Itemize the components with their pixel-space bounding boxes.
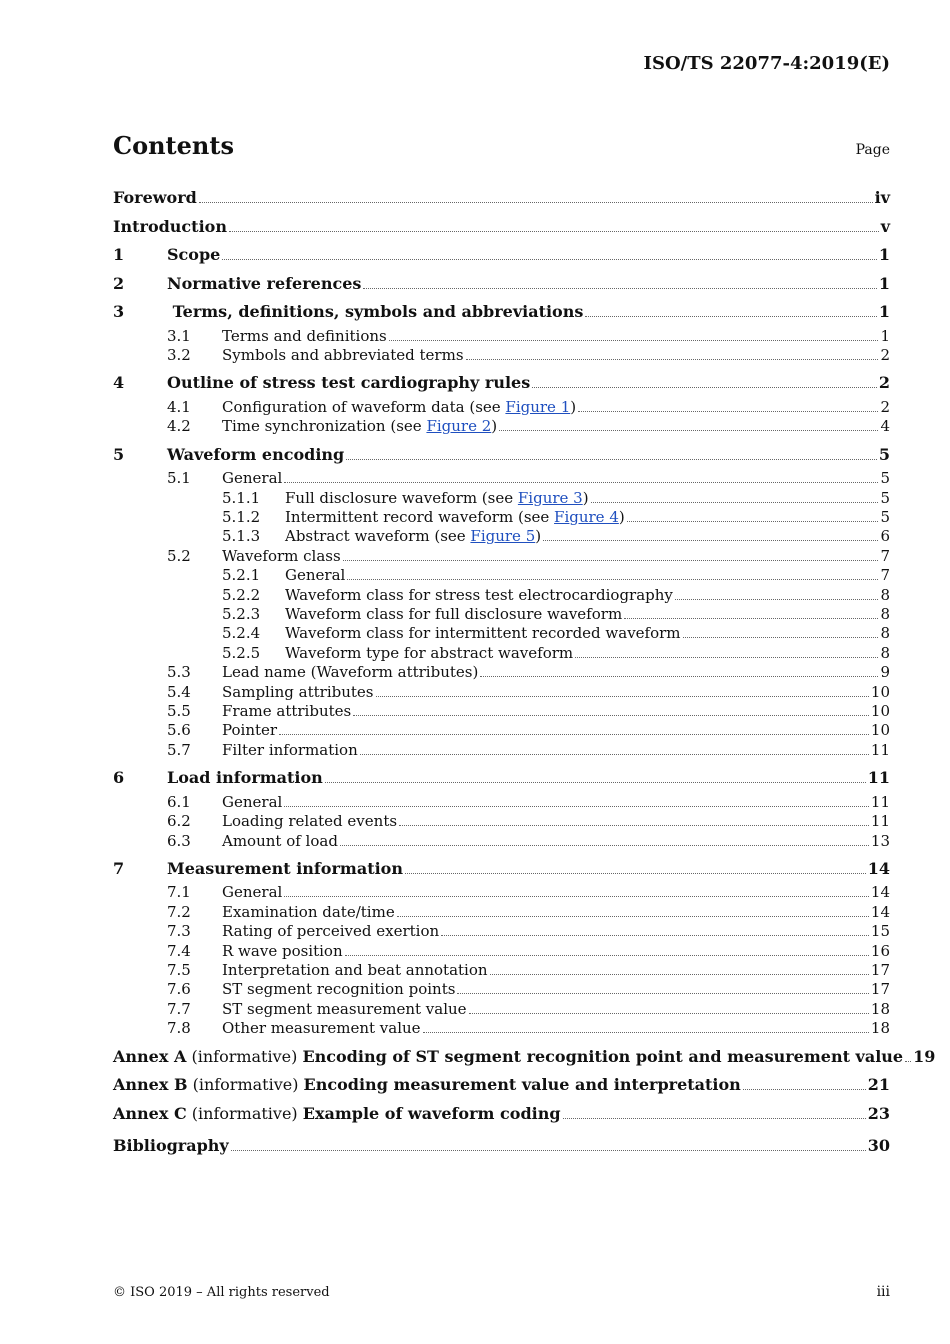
dot-leader	[543, 540, 878, 541]
dot-leader	[284, 896, 869, 897]
toc-page-number: 11	[870, 740, 890, 759]
toc-title	[285, 489, 589, 508]
toc-entry[interactable]	[113, 508, 890, 527]
toc-number: 5.6	[167, 721, 191, 740]
toc-title	[167, 298, 583, 327]
toc-number: 7.3	[167, 922, 191, 941]
toc-entry[interactable]	[113, 1132, 890, 1161]
dot-leader	[578, 411, 878, 412]
toc-number: 7.8	[167, 1019, 191, 1038]
toc-page-number: 9	[880, 663, 890, 682]
toc-title	[222, 741, 358, 760]
toc-entry[interactable]	[113, 398, 890, 417]
toc-title-text: Terms and definitions	[222, 326, 387, 345]
dot-leader	[363, 288, 876, 289]
copyright-notice: © ISO 2019 – All rights reserved	[113, 1285, 330, 1300]
toc-title	[285, 624, 681, 643]
toc-page-number: 7	[880, 566, 890, 585]
toc-entry[interactable]	[113, 855, 890, 884]
toc-title-text: Bibliography	[113, 1136, 229, 1156]
toc-title-text: Abstract waveform (see	[285, 527, 471, 546]
toc-title	[113, 1071, 741, 1100]
toc-title-text: Waveform class for stress test electrocardiography	[285, 585, 673, 604]
toc-page-number: 17	[870, 980, 890, 999]
dot-leader	[683, 637, 879, 638]
toc-entry[interactable]	[113, 298, 890, 327]
toc-annex-entry[interactable]	[113, 1100, 890, 1129]
toc-page-number: 2	[880, 397, 890, 416]
toc-title-text: Full disclosure waveform (see	[285, 488, 518, 507]
annex-title: Encoding measurement value and interpretation	[303, 1075, 741, 1095]
toc-entry[interactable]	[113, 812, 890, 831]
toc-title	[222, 903, 395, 922]
dot-leader	[490, 974, 869, 975]
toc-title	[222, 812, 397, 831]
toc-number: 2	[113, 273, 125, 293]
toc-page-number: 13	[870, 831, 890, 850]
toc-number: 5.2.3	[222, 604, 261, 623]
toc-title-text: ST segment recognition points	[222, 980, 456, 999]
toc-entry[interactable]	[113, 883, 890, 902]
toc-number: 5.7	[167, 740, 191, 759]
dot-leader	[353, 715, 869, 716]
toc-title-suffix: )	[618, 507, 625, 526]
toc-title	[222, 327, 387, 346]
toc-entry[interactable]	[113, 922, 890, 941]
annex-type: (informative)	[186, 1103, 303, 1123]
toc-entry[interactable]	[113, 369, 890, 398]
toc-page-number: 10	[870, 721, 890, 740]
toc-title-text: Normative references	[167, 273, 362, 293]
toc-page-number: 14	[870, 902, 890, 921]
toc-title	[167, 369, 530, 398]
dot-leader	[532, 387, 877, 388]
toc-entry[interactable]	[113, 942, 890, 961]
toc-number: 7.2	[167, 902, 191, 921]
toc-title	[113, 1043, 903, 1072]
toc-page-number: 11	[867, 768, 890, 788]
toc-title-text: Waveform class	[222, 546, 341, 565]
toc-number: 6.1	[167, 792, 191, 811]
toc-entry[interactable]	[113, 624, 890, 643]
toc-page-number: 17	[870, 961, 890, 980]
toc-number: 5.2.5	[222, 643, 261, 662]
toc-page-number: 11	[870, 812, 890, 831]
dot-leader	[743, 1089, 866, 1090]
toc-title-text: Lead name (Waveform attributes)	[222, 663, 479, 682]
toc-title	[222, 961, 488, 980]
toc-page-number: 23	[867, 1103, 890, 1123]
dot-leader	[591, 502, 879, 503]
annex-id: Annex C	[113, 1103, 187, 1123]
toc-entry[interactable]	[113, 566, 890, 585]
toc-annex-entry[interactable]	[113, 1043, 936, 1072]
dot-leader	[222, 259, 877, 260]
dot-leader	[360, 754, 869, 755]
toc-entry[interactable]	[113, 741, 890, 760]
toc-page-number: 14	[867, 858, 890, 878]
toc-page-number: 7	[880, 546, 890, 565]
toc-title	[222, 398, 576, 417]
figure-link[interactable]: Figure 2	[426, 417, 492, 436]
toc-page-number: 14	[870, 883, 890, 902]
toc-title	[222, 793, 282, 812]
toc-entry[interactable]	[113, 702, 890, 721]
toc-title	[222, 832, 338, 851]
toc-page-number: 8	[880, 624, 890, 643]
toc-page-number: 16	[870, 941, 890, 960]
toc-entry[interactable]	[113, 980, 890, 999]
toc-title	[113, 184, 197, 213]
toc-page-number: 1	[878, 302, 890, 321]
toc-title	[167, 855, 403, 884]
dot-leader	[675, 599, 879, 600]
toc-title-text: Time synchronization (see	[222, 417, 427, 436]
toc-title-text: Sampling attributes	[222, 682, 374, 701]
dot-leader	[563, 1118, 866, 1119]
dot-leader	[229, 231, 879, 232]
toc-title	[167, 764, 323, 793]
toc-title-text: Load information	[167, 768, 323, 788]
toc-entry[interactable]	[113, 793, 890, 812]
toc-number: 3.2	[167, 345, 191, 364]
standard-identifier: ISO/TS 22077-4:2019(E)	[643, 53, 890, 74]
toc-title-text: ST segment measurement value	[222, 999, 467, 1018]
figure-link[interactable]: Figure 4	[554, 507, 619, 526]
dot-leader	[480, 676, 878, 677]
toc-entry[interactable]	[113, 184, 890, 213]
toc-number: 4.1	[167, 397, 191, 416]
dot-leader	[199, 202, 873, 203]
dot-leader	[624, 618, 878, 619]
toc-entry[interactable]	[113, 683, 890, 702]
toc-number: 5.3	[167, 663, 191, 682]
toc-entry[interactable]	[113, 605, 890, 624]
toc-title	[167, 441, 344, 470]
toc-title-text: Waveform class for full disclosure waveform	[285, 604, 623, 623]
toc-title-text: Waveform type for abstract waveform	[285, 643, 574, 662]
toc-number: 7.4	[167, 941, 191, 960]
toc-number: 3	[113, 302, 125, 321]
toc-title-text: Foreword	[113, 188, 197, 207]
toc-number: 6.2	[167, 812, 191, 831]
toc-title-text: Terms, definitions, symbols and abbreviations	[167, 302, 584, 321]
toc-entry[interactable]	[113, 663, 890, 682]
toc-entry[interactable]	[113, 1000, 890, 1019]
toc-number: 1	[113, 245, 125, 264]
toc-number: 7.5	[167, 961, 191, 980]
toc-title	[222, 469, 282, 488]
toc-entry[interactable]	[113, 764, 890, 793]
dot-leader	[457, 993, 868, 994]
toc-entry[interactable]	[113, 527, 890, 546]
page-column-label: Page	[855, 142, 890, 158]
dot-leader	[399, 825, 869, 826]
dot-leader	[284, 806, 869, 807]
dot-leader	[340, 845, 869, 846]
dot-leader	[343, 560, 879, 561]
toc-entry[interactable]	[113, 586, 890, 605]
dot-leader	[585, 316, 877, 317]
toc-title	[222, 942, 343, 961]
toc-entry[interactable]	[113, 903, 890, 922]
toc-title	[222, 1000, 467, 1019]
dot-leader	[284, 482, 878, 483]
toc-title-text: Interpretation and beat annotation	[222, 961, 488, 980]
toc-page-number: 18	[870, 999, 890, 1018]
toc-entry[interactable]	[113, 489, 890, 508]
toc-title-text: Frame attributes	[222, 702, 352, 720]
toc-number: 5	[113, 444, 125, 464]
toc-title-text: Examination date/time	[222, 902, 395, 921]
dot-leader	[397, 916, 869, 917]
toc-title	[285, 508, 625, 527]
toc-entry[interactable]	[113, 417, 890, 436]
toc-page-number: 1	[880, 326, 890, 345]
toc-page-number: 5	[878, 444, 890, 464]
toc-entry[interactable]	[113, 346, 890, 365]
page-number: iii	[876, 1284, 890, 1300]
toc-title-text: Measurement information	[167, 858, 403, 878]
toc-title-text: General	[285, 566, 346, 585]
dot-leader	[466, 359, 879, 360]
toc-entry[interactable]	[113, 241, 890, 270]
toc-page-number: v	[880, 216, 890, 236]
toc-page-number: 2	[880, 345, 890, 364]
toc-title-text: Loading related events	[222, 812, 398, 831]
dot-leader	[325, 782, 866, 783]
toc-entry[interactable]	[113, 469, 890, 488]
annex-title: Example of waveform coding	[302, 1103, 561, 1123]
toc-entry[interactable]	[113, 213, 890, 242]
toc-page-number: 11	[870, 792, 890, 811]
toc-title-text: Other measurement value	[222, 1019, 421, 1038]
toc-number: 5.2	[167, 546, 191, 565]
dot-leader	[905, 1061, 911, 1062]
toc-title	[285, 644, 573, 663]
toc-number: 5.1.2	[222, 507, 261, 526]
toc-title-text: Outline of stress test cardiography rules	[167, 373, 531, 393]
toc-number: 4.2	[167, 417, 191, 436]
toc-number: 3.1	[167, 326, 191, 345]
toc-page-number: 1	[878, 245, 890, 264]
toc-number: 5.1.3	[222, 527, 261, 546]
toc-page-number: 10	[870, 682, 890, 701]
toc-title-text: Waveform encoding	[167, 444, 345, 464]
toc-title-text: General	[222, 469, 283, 488]
toc-entry[interactable]	[113, 832, 890, 851]
toc-title-text: R wave position	[222, 941, 343, 960]
toc-number: 5.2.4	[222, 624, 261, 643]
annex-type: (informative)	[186, 1046, 303, 1066]
toc-page-number: 6	[880, 527, 890, 546]
toc-title	[222, 663, 478, 682]
toc-title	[222, 721, 277, 740]
toc-page-number: iv	[874, 188, 890, 207]
toc-title	[167, 270, 361, 299]
toc-title	[222, 547, 341, 566]
toc-page-number: 18	[870, 1019, 890, 1038]
dot-leader	[279, 734, 869, 735]
toc-number: 5.1.1	[222, 488, 261, 507]
toc-title	[222, 346, 464, 365]
dot-leader	[231, 1150, 866, 1151]
toc-title-suffix: )	[491, 417, 498, 436]
toc-title-text: Rating of perceived exertion	[222, 922, 440, 941]
toc-page-number: 8	[880, 643, 890, 662]
toc-title	[113, 1100, 561, 1129]
toc-title	[285, 586, 673, 605]
dot-leader	[469, 1013, 869, 1014]
toc-title	[167, 241, 220, 270]
toc-page-number: 21	[867, 1075, 890, 1095]
toc-number: 5.5	[167, 702, 191, 720]
toc-page-number: 10	[870, 702, 890, 720]
toc-number: 6	[113, 768, 125, 788]
toc-title	[222, 683, 374, 702]
toc-page-number: 5	[880, 488, 890, 507]
figure-link[interactable]: Figure 5	[470, 527, 536, 546]
toc-page-number: 2	[878, 373, 890, 393]
toc-number: 5.1	[167, 469, 191, 488]
toc-title-text: Configuration of waveform data (see	[222, 397, 506, 416]
toc-entry[interactable]	[113, 721, 890, 740]
toc-title-suffix: )	[570, 397, 577, 416]
toc-entry[interactable]	[113, 1019, 890, 1038]
toc-title	[113, 1132, 229, 1161]
toc-page-number: 8	[880, 604, 890, 623]
toc-title	[113, 213, 227, 242]
toc-number: 4	[113, 373, 125, 393]
toc-title-text: Filter information	[222, 740, 358, 759]
toc-number: 5.2.2	[222, 585, 261, 604]
toc-title	[285, 605, 622, 624]
dot-leader	[347, 579, 878, 580]
toc-number: 7.7	[167, 999, 191, 1018]
contents-heading: Contents	[113, 131, 234, 160]
dot-leader	[346, 459, 877, 460]
toc-page-number: 4	[880, 417, 890, 436]
toc-title	[222, 922, 439, 941]
toc-entry[interactable]	[113, 644, 890, 663]
toc-entry[interactable]	[113, 547, 890, 566]
dot-leader	[575, 657, 878, 658]
annex-title: Encoding of ST segment recognition point and measurement value	[302, 1046, 904, 1066]
toc-entry[interactable]	[113, 441, 890, 470]
toc-title-text: Intermittent record waveform (see	[285, 507, 555, 526]
dot-leader	[405, 873, 866, 874]
toc-number: 6.3	[167, 831, 191, 850]
table-of-contents	[113, 184, 936, 1161]
toc-entry[interactable]	[113, 961, 890, 980]
toc-number: 7	[113, 858, 125, 878]
toc-title-text: Pointer	[222, 721, 278, 740]
toc-title	[222, 1019, 421, 1038]
toc-page-number: 19	[913, 1046, 936, 1066]
toc-title	[222, 980, 455, 999]
dot-leader	[376, 696, 869, 697]
dot-leader	[499, 430, 878, 431]
toc-title	[222, 883, 282, 902]
dot-leader	[441, 935, 869, 936]
annex-id: Annex A	[113, 1046, 187, 1066]
toc-title-text: General	[222, 792, 283, 811]
toc-number: 5.2.1	[222, 566, 261, 585]
dot-leader	[345, 955, 869, 956]
toc-title	[285, 566, 345, 585]
toc-number: 7.6	[167, 980, 191, 999]
toc-page-number: 30	[867, 1136, 890, 1156]
figure-link[interactable]: Figure 1	[505, 397, 571, 416]
toc-page-number: 5	[880, 469, 890, 488]
toc-entry[interactable]	[113, 270, 890, 299]
toc-title-text: Waveform class for intermittent recorded waveform	[285, 624, 681, 643]
dot-leader	[389, 340, 879, 341]
toc-title-text: Amount of load	[222, 831, 338, 850]
toc-title-text: General	[222, 883, 283, 902]
toc-page-number: 15	[870, 922, 890, 941]
toc-title-suffix: )	[582, 488, 589, 507]
toc-title-suffix: )	[535, 527, 542, 546]
toc-title-text: Symbols and abbreviated terms	[222, 345, 464, 364]
toc-title-text: Scope	[167, 245, 221, 264]
figure-link[interactable]: Figure 3	[517, 488, 583, 507]
toc-page-number: 1	[878, 273, 890, 293]
toc-number: 7.1	[167, 883, 191, 902]
toc-annex-entry[interactable]	[113, 1071, 890, 1100]
toc-page-number: 5	[880, 507, 890, 526]
toc-title	[222, 417, 497, 436]
toc-title-text: Introduction	[113, 216, 227, 236]
annex-id: Annex B	[113, 1075, 188, 1095]
toc-page-number: 8	[880, 585, 890, 604]
dot-leader	[423, 1032, 869, 1033]
annex-type: (informative)	[187, 1075, 304, 1095]
toc-entry[interactable]	[113, 327, 890, 346]
dot-leader	[627, 521, 879, 522]
toc-title	[285, 527, 541, 546]
toc-title	[222, 702, 351, 721]
toc-number: 5.4	[167, 682, 191, 701]
